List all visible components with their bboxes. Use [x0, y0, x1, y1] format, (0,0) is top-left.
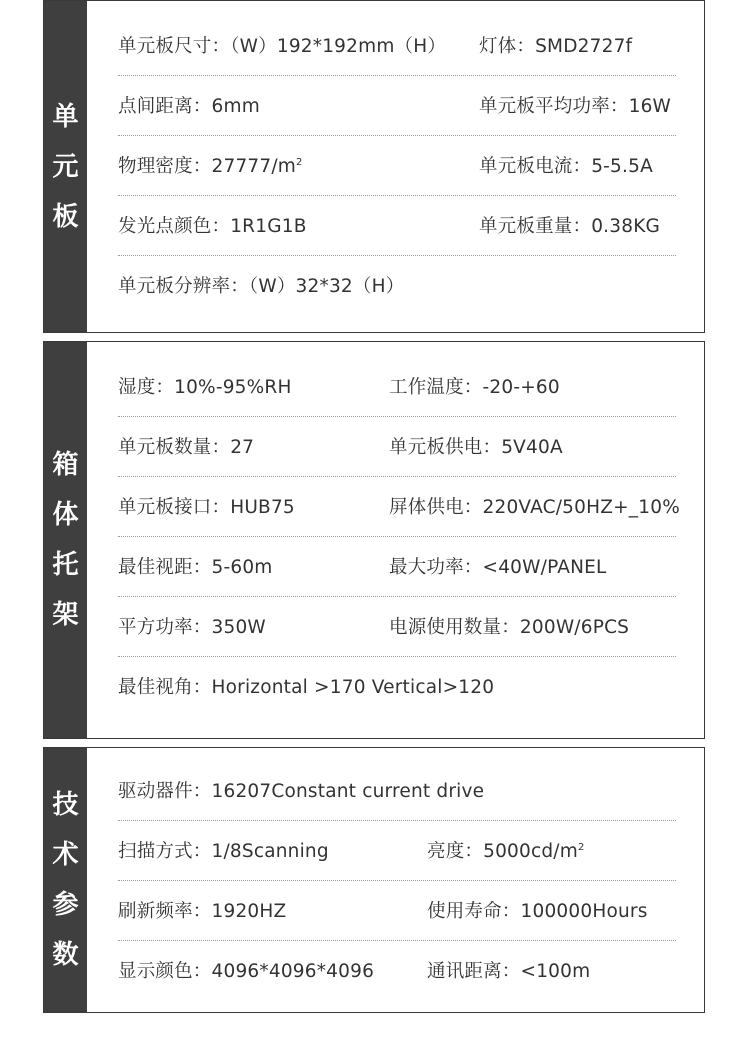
spec-value: HUB75: [230, 497, 295, 518]
spec-item: [118, 777, 484, 803]
spec-value: 16W: [628, 96, 672, 117]
section-title-char: 板: [52, 201, 79, 232]
spec-label: 灯体：: [479, 36, 536, 57]
spec-label: 单元板分辨率：: [118, 276, 249, 297]
spec-label: 通讯距离：: [427, 961, 521, 982]
spec-label: 平方功率：: [118, 617, 212, 638]
spec-row: [118, 136, 676, 196]
spec-value: 5-5.5A: [591, 156, 653, 177]
spec-value: 0.38KG: [591, 216, 661, 237]
spec-row: [118, 196, 676, 256]
spec-list: [118, 761, 676, 1001]
spec-row: [118, 761, 676, 821]
superscript: 2: [577, 842, 585, 853]
spec-label: 单元板重量：: [479, 216, 592, 237]
spec-item: [427, 897, 648, 923]
section-cabinet-frame: [43, 341, 705, 739]
spec-item: [118, 373, 292, 399]
spec-item: [118, 493, 295, 519]
spec-value: 1R1G1B: [230, 216, 307, 237]
spec-item: [427, 837, 585, 863]
spec-label: 点间距离：: [118, 96, 212, 117]
spec-row: [118, 537, 676, 597]
spec-label: 湿度：: [118, 377, 175, 398]
spec-value: 5000cd/m: [483, 841, 578, 862]
spec-label: 单元板接口：: [118, 497, 231, 518]
section-title-char: 托: [52, 550, 79, 580]
spec-label: 最大功率：: [389, 557, 483, 578]
spec-row: [118, 256, 676, 316]
spec-value: 10%-95%RH: [174, 377, 292, 398]
section-unit-board: [43, 0, 705, 333]
spec-list: [118, 357, 680, 717]
spec-label: 单元板尺寸：: [118, 36, 231, 57]
spec-value: （W）192*192mm（H）: [230, 36, 447, 57]
spec-label: 扫描方式：: [118, 841, 212, 862]
spec-list: [118, 16, 676, 316]
spec-value: 220VAC/50HZ+_10%: [482, 497, 680, 518]
spec-row: [118, 477, 680, 537]
spec-label: 最佳视角：: [118, 677, 212, 698]
spec-item: [118, 152, 303, 178]
spec-value: -20-+60: [482, 377, 560, 398]
spec-row: [118, 657, 676, 717]
spec-row: [118, 597, 676, 657]
spec-row: [118, 357, 676, 417]
spec-value: 4096*4096*4096: [211, 961, 375, 982]
spec-value: 350W: [211, 617, 266, 638]
spec-item: [118, 837, 329, 863]
spec-value: SMD2727f: [535, 36, 633, 57]
spec-value: 5V40A: [501, 437, 563, 458]
spec-value: 1/8Scanning: [211, 841, 329, 862]
spec-value: 200W/6PCS: [519, 617, 630, 638]
spec-label: 驱动器件：: [118, 781, 212, 802]
section-title-char: 元: [52, 151, 79, 182]
superscript: 2: [296, 157, 303, 168]
spec-item: [118, 92, 260, 118]
section-technical-params: [43, 747, 705, 1013]
spec-label: 屏体供电：: [389, 497, 483, 518]
spec-item: [118, 897, 286, 923]
spec-row: [118, 16, 676, 76]
spec-label: 单元板供电：: [389, 437, 502, 458]
spec-item: [479, 212, 660, 238]
spec-item: [118, 553, 273, 579]
spec-item: [118, 433, 254, 459]
spec-item: [479, 152, 653, 178]
spec-value: 27: [230, 437, 255, 458]
spec-item: [389, 373, 560, 399]
spec-value: 6mm: [211, 96, 260, 117]
spec-label: 亮度：: [427, 841, 484, 862]
spec-label: 最佳视距：: [118, 557, 212, 578]
section-title: [44, 1, 87, 332]
spec-label: 刷新频率：: [118, 901, 212, 922]
section-title-char: 参: [52, 890, 79, 920]
spec-value: 5-60m: [211, 557, 273, 578]
spec-item: [389, 433, 563, 459]
section-title-char: 单: [52, 101, 79, 132]
spec-value: 16207Constant current drive: [211, 781, 485, 802]
spec-item: [479, 92, 671, 118]
spec-row: [118, 76, 676, 136]
spec-value: <40W/PANEL: [482, 557, 607, 578]
spec-row: [118, 881, 676, 941]
spec-item: [389, 613, 629, 639]
section-title-char: 箱: [52, 450, 79, 480]
spec-label: 单元板电流：: [479, 156, 592, 177]
spec-item: [479, 32, 632, 58]
spec-item: [118, 212, 307, 238]
spec-label: 电源使用数量：: [389, 617, 520, 638]
section-title: [44, 342, 87, 738]
spec-label: 使用寿命：: [427, 901, 521, 922]
spec-label: 工作温度：: [389, 377, 483, 398]
spec-label: 物理密度：: [118, 156, 212, 177]
spec-label: 显示颜色：: [118, 961, 212, 982]
section-title-char: 术: [52, 840, 79, 870]
spec-row: [118, 941, 676, 1001]
spec-item: [118, 32, 446, 58]
spec-label: 发光点颜色：: [118, 216, 231, 237]
spec-item: [389, 553, 607, 579]
section-title-char: 数: [52, 940, 79, 970]
spec-value: Horizontal >170 Vertical>120: [211, 677, 495, 698]
spec-value: 100000Hours: [520, 901, 648, 922]
section-title-char: 体: [52, 500, 79, 530]
spec-label: 单元板平均功率：: [479, 96, 629, 117]
spec-item: [427, 957, 590, 983]
section-title: [44, 748, 87, 1012]
spec-item: [389, 493, 680, 519]
spec-value: （W）32*32（H）: [248, 276, 405, 297]
spec-value: 27777/m: [211, 156, 297, 177]
spec-value: <100m: [520, 961, 591, 982]
spec-item: [118, 957, 374, 983]
spec-row: [118, 417, 676, 477]
spec-label: 单元板数量：: [118, 437, 231, 458]
section-title-char: 架: [52, 600, 79, 630]
section-title-char: 技: [52, 790, 79, 820]
spec-item: [118, 673, 494, 699]
spec-item: [118, 272, 404, 298]
spec-value: 1920HZ: [211, 901, 287, 922]
spec-item: [118, 613, 266, 639]
spec-row: [118, 821, 676, 881]
